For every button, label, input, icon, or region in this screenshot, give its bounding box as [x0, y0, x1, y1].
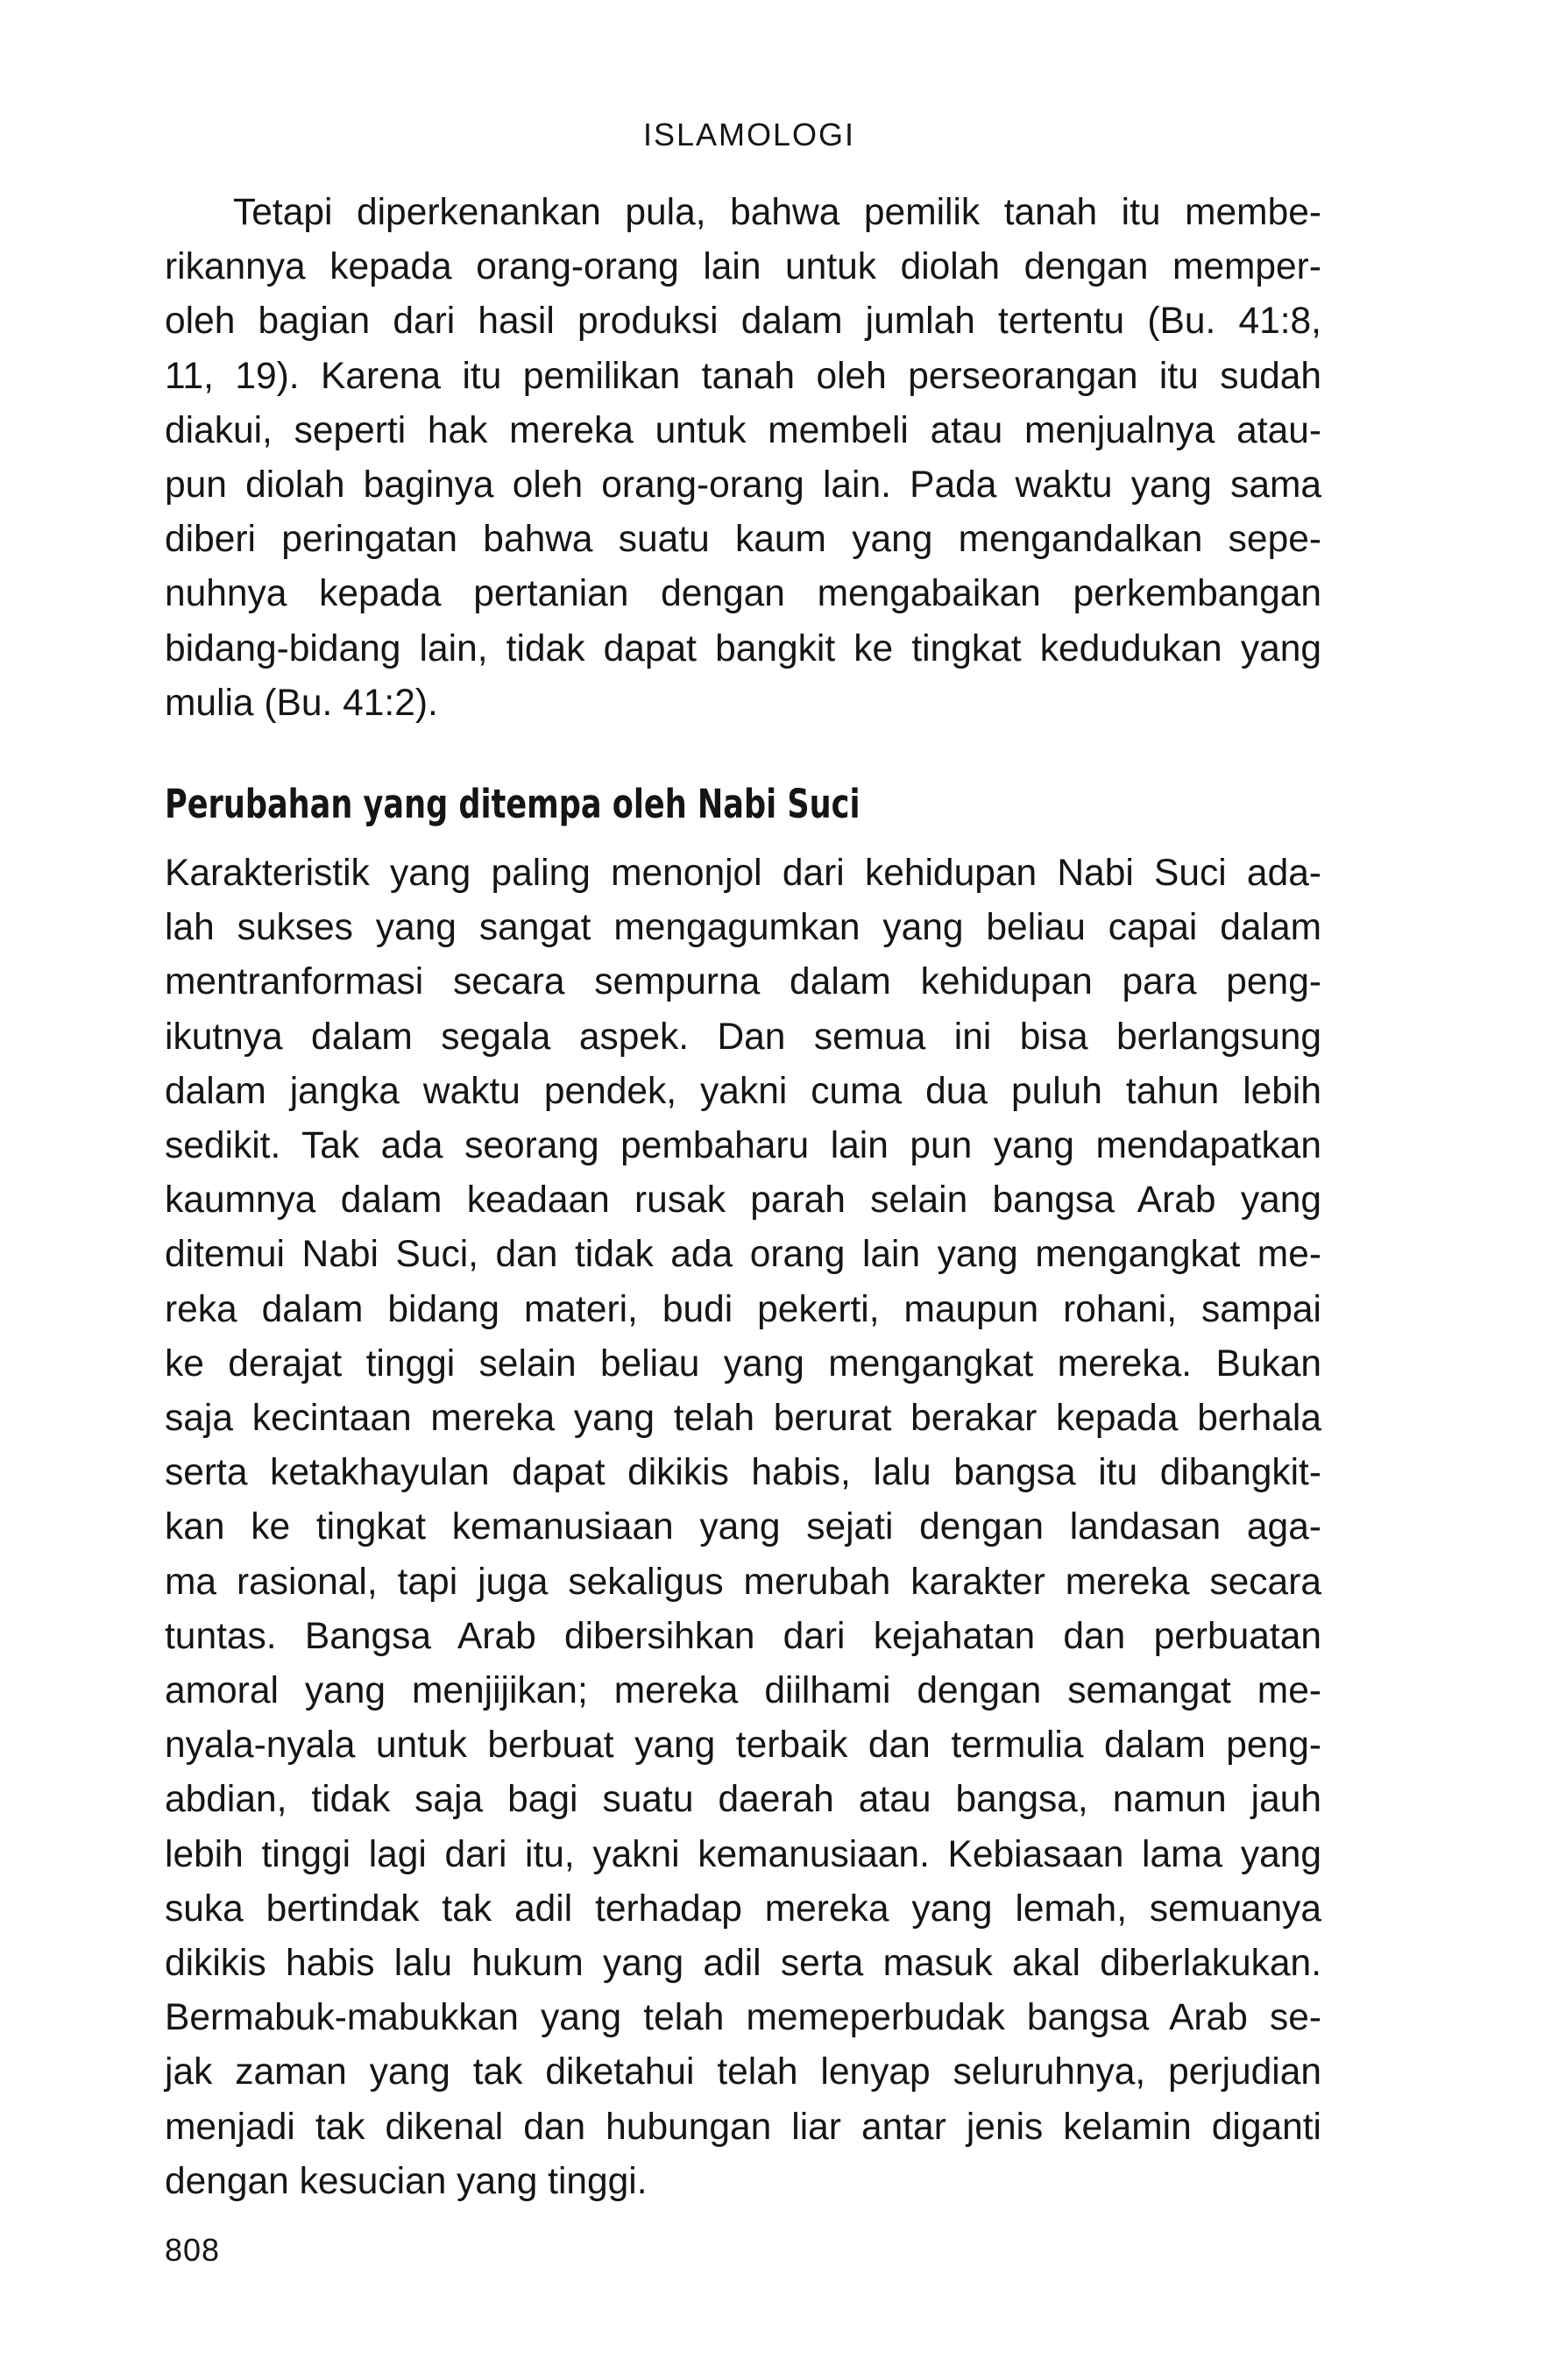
text-line: ke derajat tinggi selain beliau yang mengangkat mereka. Bukan [165, 1342, 1321, 1385]
text-line: dikikis habis lalu hukum yang adil serta masuk akal diberlakukan. [165, 1943, 1321, 1985]
text-line: lah sukses yang sangat mengagumkan yang beliau capai dalam [165, 907, 1321, 949]
text-line: rikannya kepada orang-orang lain untuk diolah dengan memper- [165, 246, 1321, 288]
body-paragraph-2 [165, 846, 1321, 2209]
text-line: Tetapi diperkenankan pula, bahwa pemilik tanah itu membe- [233, 192, 1321, 233]
text-line: jak zaman yang tak diketahui telah lenyap seluruhnya, perjudian [165, 2051, 1321, 2093]
text-line: reka dalam bidang materi, budi pekerti, maupun rohani, sampai [165, 1288, 1321, 1330]
text-line: diberi peringatan bahwa suatu kaum yang mengandalkan sepe- [165, 519, 1321, 561]
text-line: pun diolah baginya oleh orang-orang lain. Pada waktu yang sama [165, 464, 1321, 506]
text-line: dengan kesucian yang tinggi. [165, 2160, 648, 2202]
text-line: oleh bagian dari hasil produksi dalam jumlah tertentu (Bu. 41:8, [165, 301, 1321, 343]
text-line: nyala-nyala untuk berbuat yang terbaik dan termulia dalam peng- [165, 1725, 1321, 1767]
body-paragraph-1 [165, 186, 1321, 731]
text-line: menjadi tak dikenal dan hubungan liar antar jenis kelamin diganti [165, 2106, 1321, 2148]
text-line: dalam jangka waktu pendek, yakni cuma dua puluh tahun lebih [165, 1070, 1321, 1112]
text-line: mulia (Bu. 41:2). [165, 682, 438, 724]
text-line: bidang-bidang lain, tidak dapat bangkit ke tingkat kedudukan yang [165, 627, 1321, 669]
text-line: Bermabuk-mabukkan yang telah memeperbudak bangsa Arab se- [165, 1997, 1321, 2039]
text-line: lebih tinggi lagi dari itu, yakni kemanusiaan. Kebiasaan lama yang [165, 1833, 1321, 1875]
text-line: abdian, tidak saja bagi suatu daerah atau bangsa, namun jauh [165, 1779, 1321, 1821]
section-heading: Perubahan yang ditempa oleh Nabi Suci [165, 781, 860, 827]
text-line: kan ke tingkat kemanusiaan yang sejati dengan landasan aga- [165, 1506, 1321, 1548]
text-line: nuhnya kepada pertanian dengan mengabaikan perkembangan [165, 573, 1321, 615]
page-number: 808 [165, 2232, 221, 2268]
text-line: suka bertindak tak adil terhadap mereka yang lemah, semuanya [165, 1888, 1321, 1930]
text-line: Karakteristik yang paling menonjol dari kehidupan Nabi Suci ada- [165, 853, 1321, 894]
text-line: ma rasional, tapi juga sekaligus merubah karakter mereka secara [165, 1561, 1321, 1603]
text-line: tuntas. Bangsa Arab dibersihkan dari kejahatan dan perbuatan [165, 1615, 1321, 1657]
text-line: ditemui Nabi Suci, dan tidak ada orang lain yang mengangkat me- [165, 1234, 1321, 1276]
text-line: ikutnya dalam segala aspek. Dan semua ini bisa berlangsung [165, 1016, 1321, 1058]
text-line: sedikit. Tak ada seorang pembaharu lain pun yang mendapatkan [165, 1125, 1321, 1167]
text-line: saja kecintaan mereka yang telah berurat berakar kepada berhala [165, 1398, 1321, 1440]
running-header: ISLAMOLOGI [642, 117, 856, 152]
text-line: serta ketakhayulan dapat dikikis habis, lalu bangsa itu dibangkit- [165, 1452, 1321, 1494]
text-line: kaumnya dalam keadaan rusak parah selain bangsa Arab yang [165, 1179, 1321, 1222]
text-line: 11, 19). Karena itu pemilikan tanah oleh perseorangan itu sudah [165, 355, 1321, 397]
text-line: diakui, seperti hak mereka untuk membeli atau menjualnya atau- [165, 409, 1321, 451]
text-line: mentranformasi secara sempurna dalam kehidupan para peng- [165, 961, 1321, 1003]
text-line: amoral yang menjijikan; mereka diilhami dengan semangat me- [165, 1670, 1321, 1712]
